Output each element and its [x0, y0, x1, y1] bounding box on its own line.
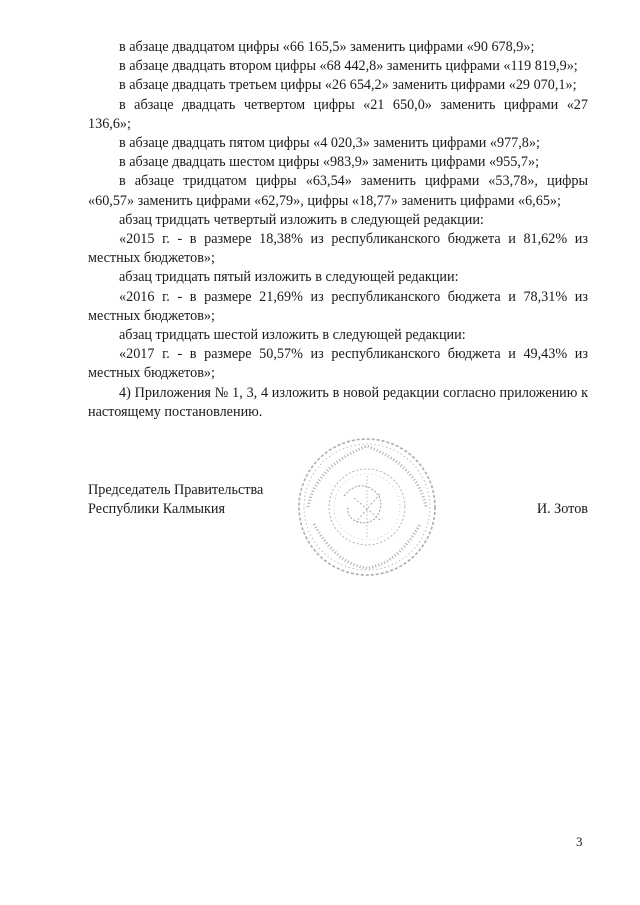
paragraph-14: 4) Приложения № 1, 3, 4 изложить в новой редакции согласно приложению к настоящему постановлению. [88, 384, 588, 420]
paragraph-11: «2016 г. - в размере 21,69% из республиканского бюджета и 78,31% из местных бюджетов»; [88, 288, 588, 324]
paragraph-10: абзац тридцать пятый изложить в следующей редакции: [119, 269, 459, 286]
paragraph-13: «2017 г. - в размере 50,57% из республиканского бюджета и 49,43% из местных бюджетов»; [88, 346, 588, 382]
paragraph-3: в абзаце двадцать третьем цифры «26 654,2» заменить цифрами «29 070,1»; [119, 77, 577, 94]
paragraph-5: в абзаце двадцать пятом цифры «4 020,3» заменить цифрами «977,8»; [119, 135, 540, 152]
paragraph-4: в абзаце двадцать четвертом цифры «21 650,0» заменить цифрами «27 136,6»; [88, 96, 588, 132]
paragraph-7: в абзаце тридцатом цифры «63,54» заменить цифрами «53,78», цифры «60,57» заменить цифрами «62,79», цифры «18,77» заменить цифрами «6,65»; [88, 173, 588, 209]
signatory-name: И. Зотов [536, 501, 588, 517]
paragraph-8: абзац тридцать четвертый изложить в следующей редакции: [119, 211, 484, 228]
paragraph-9: «2015 г. - в размере 18,38% из республиканского бюджета и 81,62% из местных бюджетов»; [88, 231, 588, 267]
signatory-title-line-2: Республики Калмыкия [88, 501, 226, 517]
signature-block [88, 481, 588, 519]
paragraph-1: в абзаце двадцатом цифры «66 165,5» заменить цифрами «90 678,9»; [119, 39, 535, 55]
paragraph-2: в абзаце двадцать втором цифры «68 442,8» заменить цифрами «119 819,9»; [119, 58, 578, 75]
paragraph-6: в абзаце двадцать шестом цифры «983,9» заменить цифрами «955,7»; [119, 154, 540, 171]
page-number: 3 [576, 834, 583, 849]
body-text [88, 38, 588, 422]
paragraph-12: абзац тридцать шестой изложить в следующей редакции: [119, 327, 466, 344]
signatory-title-line-1: Председатель Правительства [88, 482, 264, 498]
